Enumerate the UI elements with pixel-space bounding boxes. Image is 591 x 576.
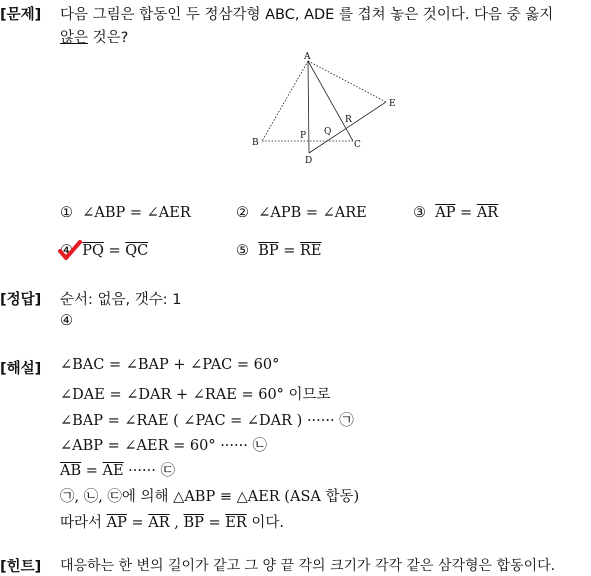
- explanation-l7-eq1: =: [126, 515, 149, 531]
- problem-underlined-word: 않은: [60, 30, 89, 46]
- label-Q: Q: [324, 127, 332, 137]
- answer-tag: [정답]: [0, 292, 42, 308]
- option-3-number: ③: [413, 205, 426, 221]
- explanation-line3: ∠BAP = ∠RAE ( ∠PAC = ∠DAR ) ······ ㉠: [60, 413, 354, 429]
- option-4-left: $\overline{PQ}$: [82, 243, 104, 259]
- label-B: B: [252, 138, 259, 148]
- option-1-number: ①: [60, 205, 73, 221]
- triangle-figure: [245, 52, 405, 164]
- explanation-line6: ㉠, ㉡, ㉢에 의해 △ABP ≡ △AER (ASA 합동): [60, 489, 360, 505]
- option-3-eq: =: [455, 205, 477, 221]
- option-2[interactable]: [236, 205, 367, 221]
- label-A: A: [304, 52, 311, 62]
- option-5-left: $\overline{BP}$: [258, 243, 279, 259]
- option-1[interactable]: [60, 205, 191, 221]
- explanation-l7-d: $\overline{ER}$: [225, 515, 247, 531]
- option-4-number: ④: [60, 243, 73, 259]
- explanation-l5-eq: =: [81, 463, 103, 479]
- option-2-number: ②: [236, 205, 249, 221]
- explanation-l5-left: $\overline{AB}$: [60, 463, 82, 479]
- problem-tag: [문제]: [0, 7, 42, 23]
- label-E: E: [389, 99, 396, 109]
- label-D: D: [305, 156, 313, 164]
- label-C: C: [354, 140, 361, 150]
- option-2-text: ∠APB = ∠ARE: [258, 205, 367, 221]
- option-5-right: $\overline{RE}$: [300, 243, 322, 259]
- problem-text-line1: 다음 그림은 합동인 두 정삼각형 ABC, ADE 를 겹쳐 놓은 것이다. 다음 중 옳지: [60, 7, 554, 23]
- option-4-eq: =: [103, 243, 126, 259]
- explanation-l5-tail: ······ ㉢: [123, 463, 175, 479]
- explanation-tag: [해설]: [0, 361, 42, 377]
- option-3-right: $\overline{AR}$: [476, 205, 499, 221]
- hint-text: 대응하는 한 변의 길이가 같고 그 양 끝 각의 크기가 각각 같은 삼각형은 합동이다.: [60, 558, 556, 574]
- option-4-right: $\overline{QC}$: [125, 243, 149, 259]
- option-1-text: ∠ABP = ∠AER: [82, 205, 191, 221]
- explanation-l7-eq2: =: [203, 515, 226, 531]
- explanation-l7-b: $\overline{AR}$: [148, 515, 170, 531]
- explanation-l7-prefix: 따라서: [60, 515, 107, 531]
- option-5-eq: =: [278, 243, 301, 259]
- option-5[interactable]: [236, 243, 322, 259]
- hint-tag: [힌트]: [0, 559, 42, 575]
- label-R: R: [345, 115, 352, 125]
- problem-text-rest: 것은?: [88, 30, 129, 46]
- explanation-line4: ∠ABP = ∠AER = 60° ······ ㉡: [60, 438, 267, 454]
- option-3[interactable]: [413, 205, 498, 221]
- explanation-l7-tail: 이다.: [246, 515, 285, 531]
- checkmark-icon: [58, 240, 82, 262]
- explanation-line7: [60, 511, 284, 532]
- explanation-l7-c: $\overline{BP}$: [183, 515, 204, 531]
- explanation-line1: ∠BAC = ∠BAP + ∠PAC = 60°: [60, 357, 280, 373]
- explanation-line2: ∠DAE = ∠DAR + ∠RAE = 60° 이므로: [60, 387, 331, 403]
- problem-text-line2: [60, 26, 128, 47]
- label-P: P: [300, 131, 307, 141]
- answer-line2: ④: [60, 313, 73, 329]
- option-5-number: ⑤: [236, 243, 249, 259]
- explanation-l7-mid: ,: [169, 515, 184, 531]
- option-3-left: $\overline{AP}$: [435, 205, 456, 221]
- explanation-l5-right: $\overline{AE}$: [102, 463, 124, 479]
- answer-line1: 순서: 없음, 갯수: 1: [60, 292, 182, 308]
- explanation-l7-a: $\overline{AP}$: [106, 515, 127, 531]
- explanation-line5: [60, 459, 175, 480]
